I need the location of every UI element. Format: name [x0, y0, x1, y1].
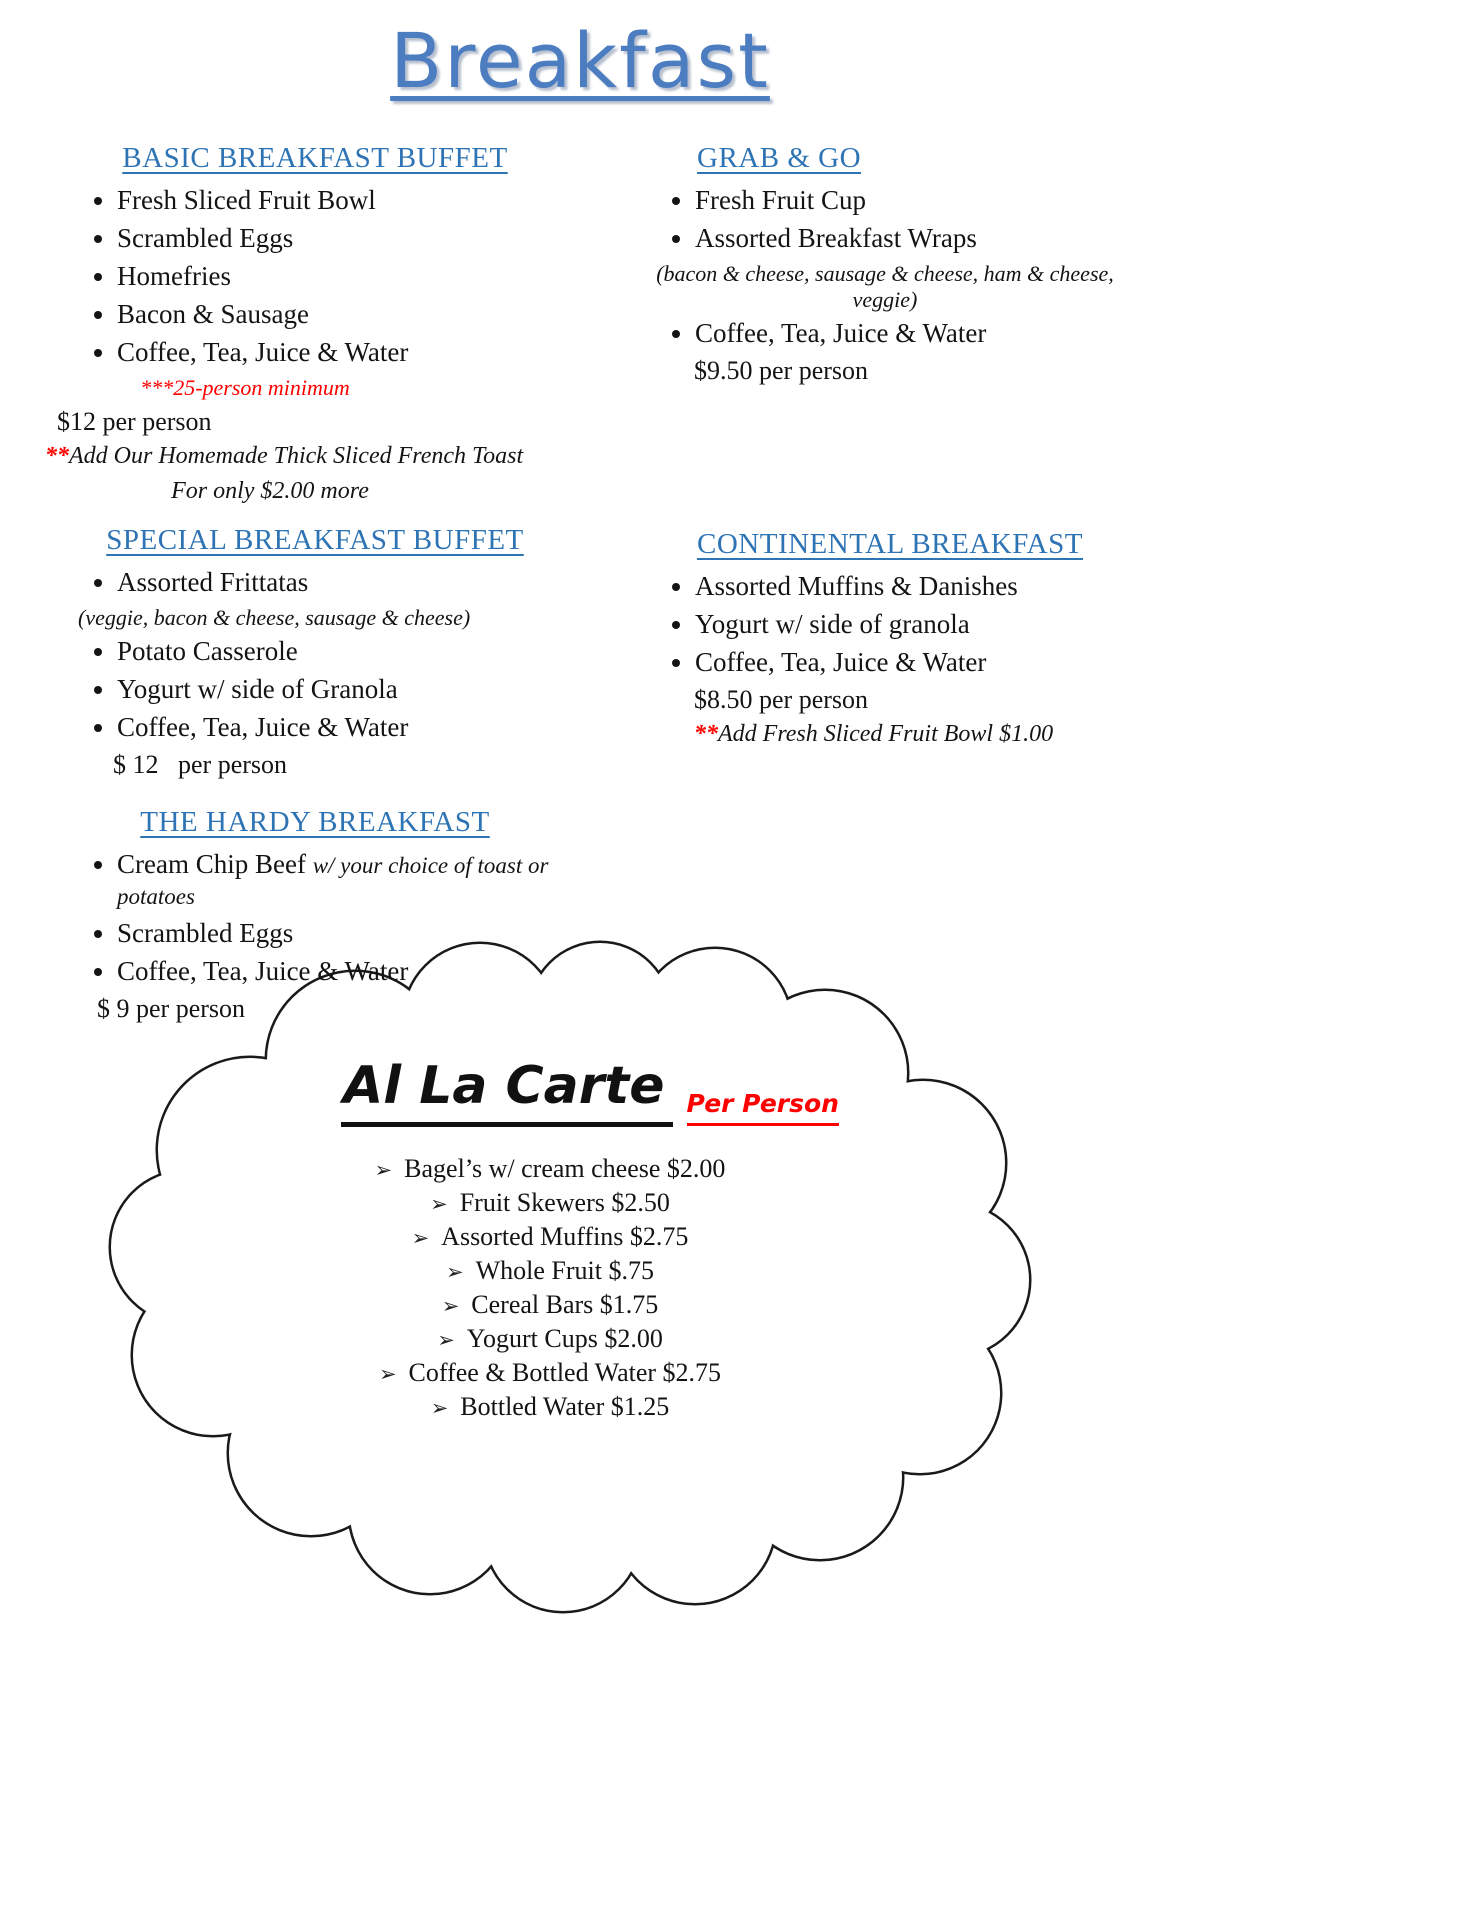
addon-note	[45, 443, 585, 470]
menu-item	[117, 849, 585, 911]
menu-item: • Potato Casserole	[117, 636, 585, 667]
alacarte-item	[150, 1323, 950, 1356]
alacarte-item-list	[150, 1152, 950, 1425]
frittata-variants-note: (veggie, bacon & cheese, sausage & cheese)	[78, 605, 471, 630]
alacarte-item-text: Bagel’s w/ cream cheese $2.00	[404, 1154, 726, 1183]
alacarte-item	[150, 1357, 950, 1390]
arrow-bullet-icon: ➢	[441, 1294, 460, 1318]
addon-asterisks: **	[694, 721, 718, 747]
menu-item-list	[45, 185, 585, 368]
alacarte-item-text: Cereal Bars $1.75	[471, 1290, 659, 1319]
arrow-bullet-icon: ➢	[430, 1192, 448, 1216]
section-heading: SPECIAL BREAKFAST BUFFET	[106, 524, 524, 556]
section-hardy-breakfast	[45, 806, 585, 1024]
arrow-bullet-icon: ➢	[430, 1396, 449, 1420]
addon-asterisks: **	[45, 443, 69, 469]
menu-item-list	[640, 571, 1140, 678]
menu-item: • Scrambled Eggs	[117, 223, 585, 254]
menu-item: • Yogurt w/ side of granola	[695, 609, 1140, 640]
menu-item: • Yogurt w/ side of Granola	[117, 674, 585, 705]
alacarte-title: Al La Carte	[341, 1056, 673, 1127]
menu-item-main: Cream Chip Beef	[117, 849, 313, 879]
menu-item: • Fresh Fruit Cup	[695, 185, 1140, 216]
addon-note	[694, 721, 1140, 748]
menu-item: • Fresh Sliced Fruit Bowl	[117, 185, 585, 216]
section-basic-breakfast-buffet	[45, 142, 585, 505]
menu-item-list	[45, 849, 585, 987]
alacarte-item	[150, 1153, 950, 1186]
addon-text: Add Our Homemade Thick Sliced French Toast	[69, 443, 524, 469]
alacarte-item	[150, 1187, 950, 1220]
alacarte-per-person-label: Per Person	[687, 1089, 839, 1126]
menu-item-list	[45, 636, 585, 743]
menu-item-list	[640, 185, 1140, 254]
price: $12 per person	[57, 407, 212, 436]
menu-item: • Bacon & Sausage	[117, 299, 585, 330]
arrow-bullet-icon: ➢	[437, 1328, 455, 1352]
alacarte-item	[150, 1391, 950, 1424]
alacarte-heading-row	[190, 1056, 990, 1127]
section-special-breakfast-buffet	[45, 524, 585, 780]
minimum-note: ***25-person minimum	[140, 375, 350, 400]
section-heading: BASIC BREAKFAST BUFFET	[122, 142, 508, 174]
page-title: Breakfast	[390, 16, 770, 105]
alacarte-item	[150, 1221, 950, 1254]
menu-item-note: w/ your choice of toast or potatoes	[117, 853, 549, 909]
alacarte-item-text: Yogurt Cups $2.00	[466, 1324, 663, 1353]
section-heading: THE HARDY BREAKFAST	[140, 806, 490, 838]
arrow-bullet-icon: ➢	[374, 1158, 393, 1182]
alacarte-item-text: Bottled Water $1.25	[460, 1392, 670, 1421]
menu-item-list	[45, 567, 585, 598]
menu-item: • Assorted Frittatas	[117, 567, 585, 598]
price: $8.50 per person	[694, 685, 869, 714]
menu-item: • Coffee, Tea, Juice & Water	[695, 647, 1140, 678]
alacarte-item-text: Assorted Muffins $2.75	[441, 1222, 689, 1251]
arrow-bullet-icon: ➢	[378, 1362, 397, 1386]
menu-item: • Coffee, Tea, Juice & Water	[117, 337, 585, 368]
menu-item: • Scrambled Eggs	[117, 918, 585, 949]
alacarte-item-text: Whole Fruit $.75	[475, 1256, 654, 1285]
menu-item: • Coffee, Tea, Juice & Water	[117, 956, 585, 987]
alacarte-item	[150, 1255, 950, 1288]
menu-item: • Homefries	[117, 261, 585, 292]
alacarte-item	[150, 1289, 950, 1322]
price: $ 9 per person	[97, 994, 246, 1023]
menu-item: • Coffee, Tea, Juice & Water	[117, 712, 585, 743]
menu-item-list	[640, 318, 1140, 349]
addon-text: Add Fresh Sliced Fruit Bowl $1.00	[718, 721, 1054, 747]
section-continental-breakfast	[640, 528, 1140, 748]
alacarte-item-text: Fruit Skewers $2.50	[459, 1188, 670, 1217]
price: $ 12 per person	[113, 750, 288, 779]
section-heading: GRAB & GO	[697, 142, 862, 174]
section-grab-and-go	[640, 142, 1140, 386]
menu-item: • Assorted Breakfast Wraps	[695, 223, 1140, 254]
menu-item: • Assorted Muffins & Danishes	[695, 571, 1140, 602]
alacarte-item-text: Coffee & Bottled Water $2.75	[408, 1358, 722, 1387]
arrow-bullet-icon: ➢	[446, 1260, 464, 1284]
arrow-bullet-icon: ➢	[411, 1226, 430, 1250]
wrap-variants-note: (bacon & cheese, sausage & cheese, ham & cheese, veggie)	[656, 261, 1114, 312]
addon-price-note: For only $2.00 more	[171, 478, 369, 504]
price: $9.50 per person	[694, 356, 869, 385]
section-heading: CONTINENTAL BREAKFAST	[697, 528, 1083, 560]
menu-item: • Coffee, Tea, Juice & Water	[695, 318, 1140, 349]
